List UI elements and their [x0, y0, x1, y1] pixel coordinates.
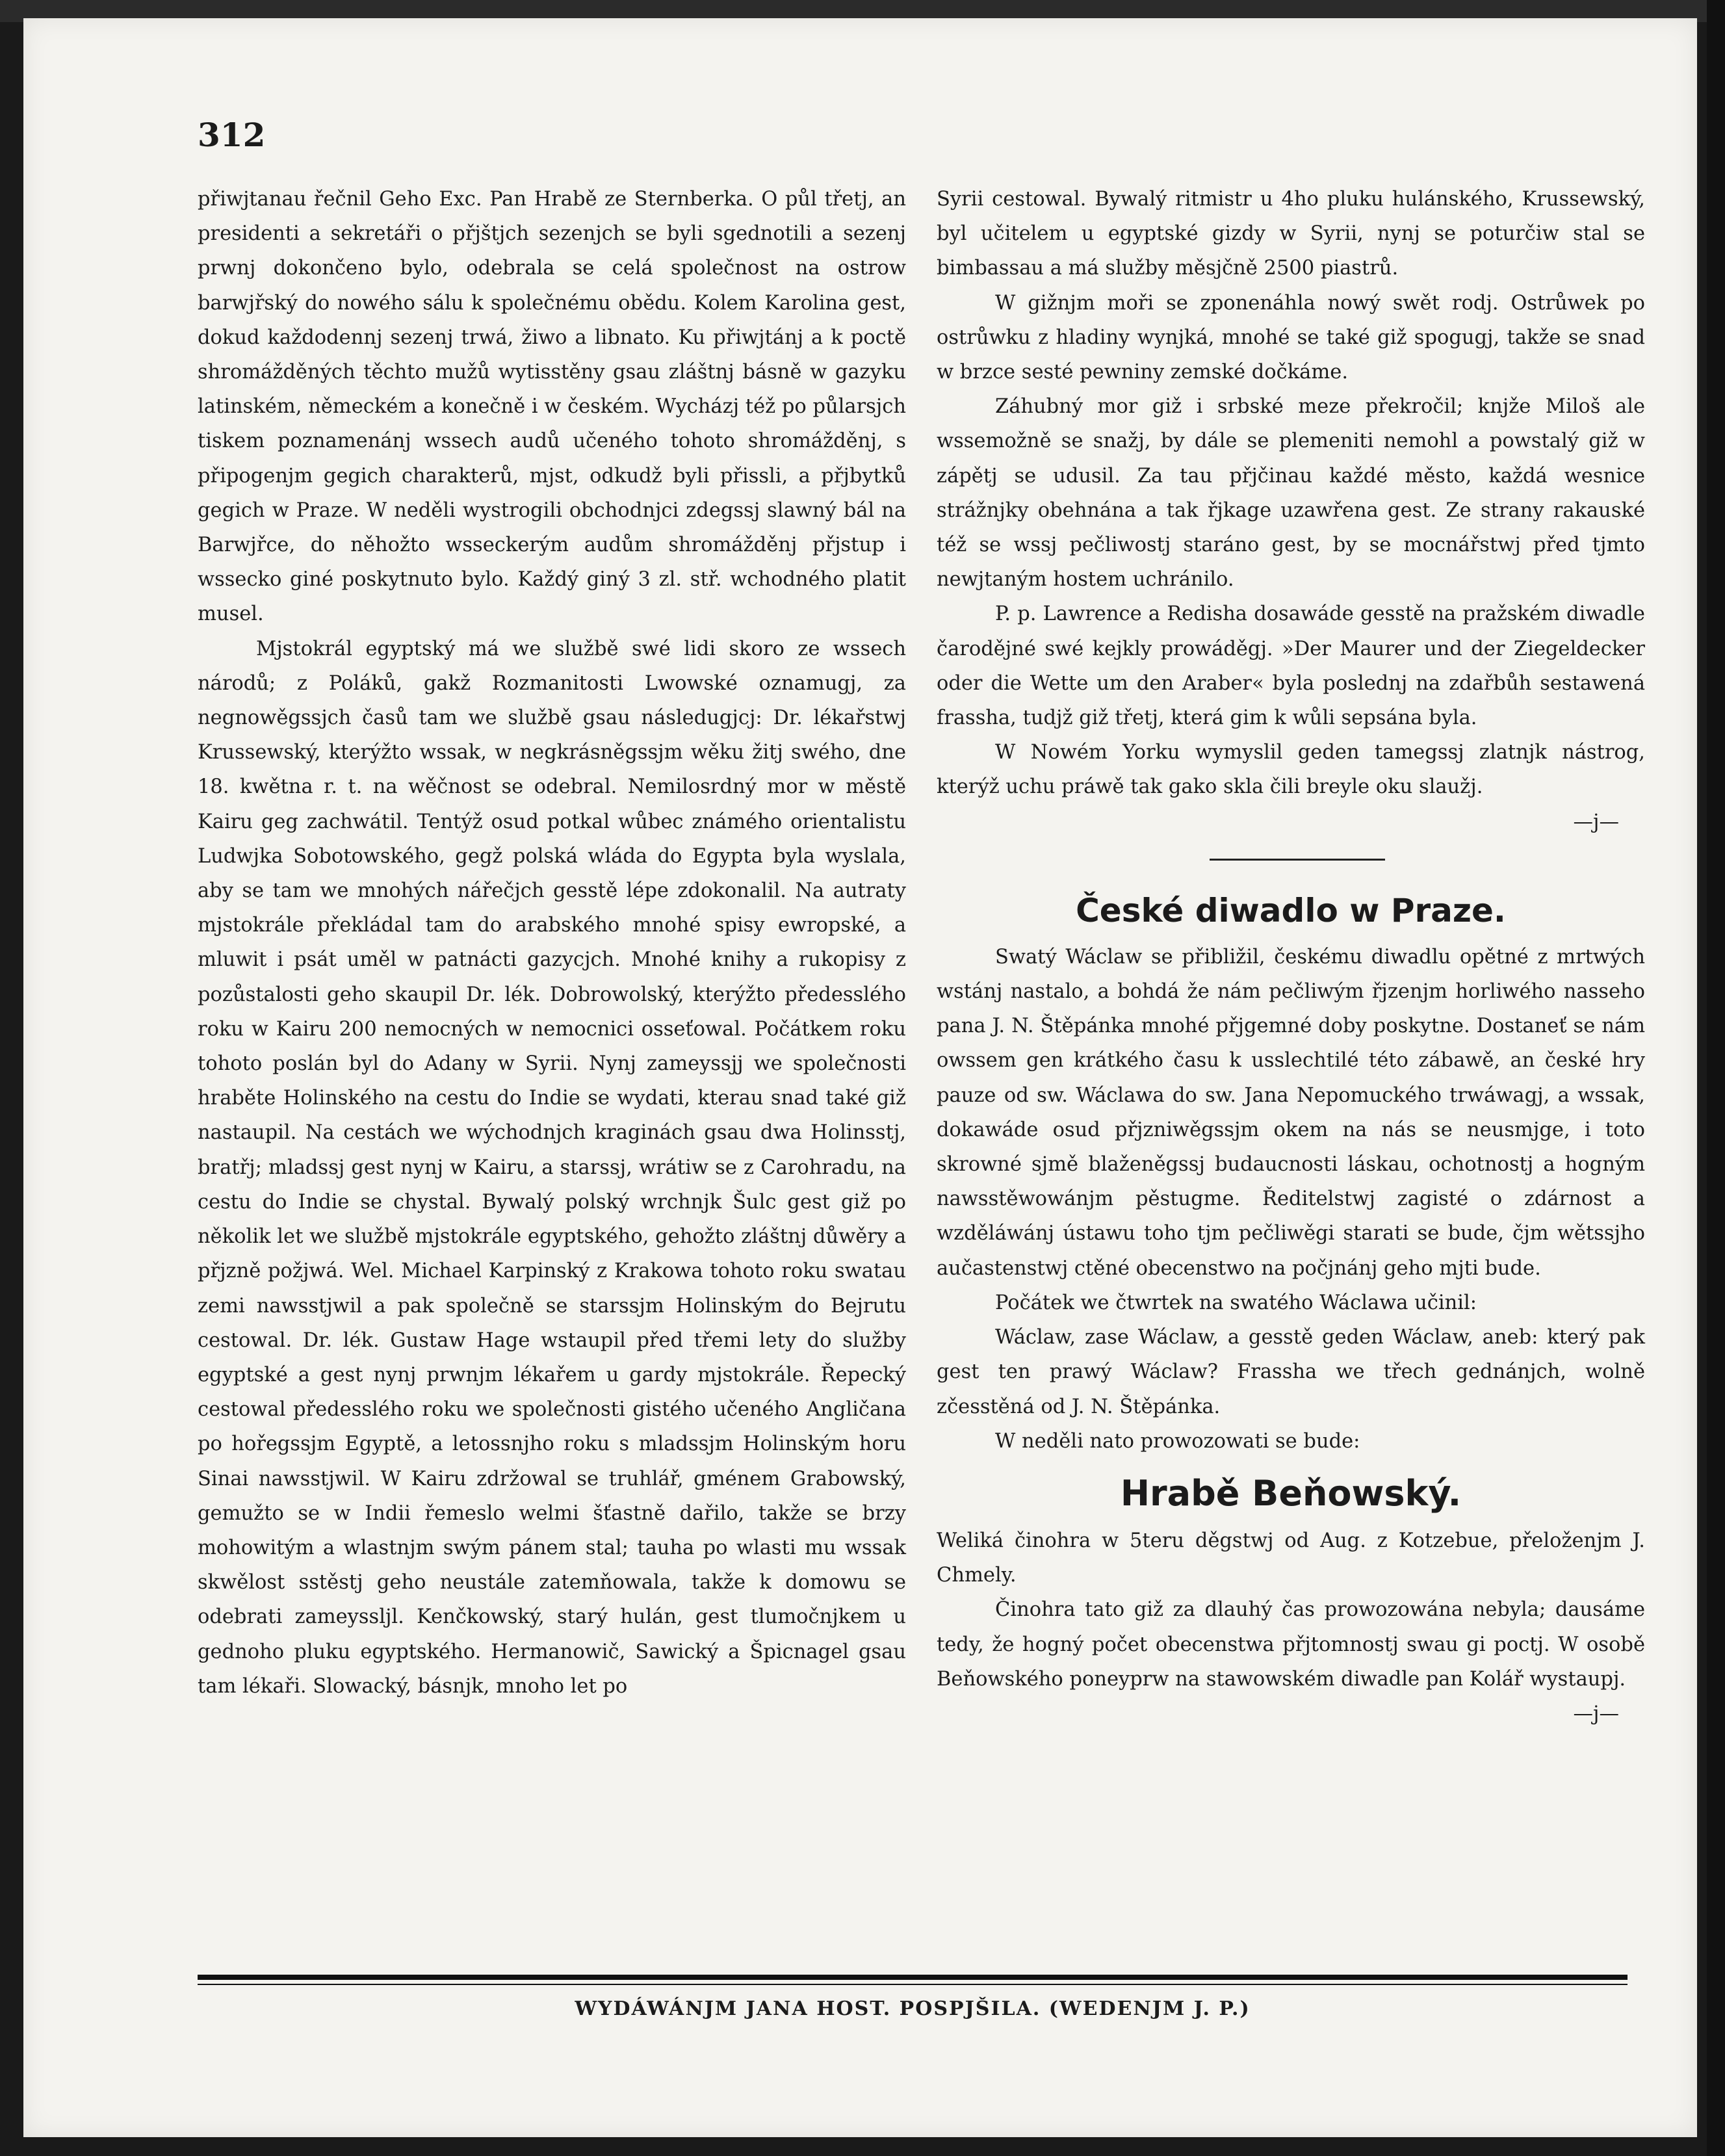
news-paragraph-1: Syrii cestowal. Bywalý ritmistr u 4ho pluku hulánského, Krussewský, byl učitelem u egyptské gizdy w Syrii, nynj se poturčiw stal se bimbassau a má služby měsjčně 2500 piastrů.: [937, 188, 1645, 280]
footer-rule-thick: [198, 1975, 1628, 1980]
play-paragraph-2: Činohra tato giž za dlauhý čas prowozowána nebyla; dausáme tedy, že hogný počet obecenstwa přjtomnostj swau gi poctj. W osobě Beňowského poneyprw na stawowském diwadle pan Kolář wystaupj.: [937, 1598, 1645, 1691]
section-divider: [1210, 859, 1385, 861]
theatre-paragraph-3: Wáclaw, zase Wáclaw, a gesstě geden Wáclaw, aneb: který pak gest ten prawý Wáclaw? Frassha we třech gednánjch, wolně zčesstěná od J. N. Štěpánka.: [937, 1326, 1645, 1418]
theatre-paragraph-4: W neděli nato prowozowati se bude:: [995, 1429, 1360, 1453]
theatre-heading: České diwadlo w Praze.: [1076, 891, 1506, 929]
news-paragraph-4: P. p. Lawrence a Redisha dosawáde gesstě na pražském diwadle čarodějné swé kejkly prowáděgj. »Der Maurer und der Ziegeldecker oder die Wette um den Araber« byla poslednj na zdařbůh sestawená frassha, tudjž giž třetj, která gim k wůli sepsána byla.: [937, 603, 1645, 730]
theatre-paragraph-1: Swatý Wáclaw se přibližil, českému diwadlu opětné z mrtwých wstánj nastalo, a bohdá že nám pečliwým řjzenjm horliwého nasseho pana J. N. Štěpánka mnohé přjgemné doby poskytne. Dostaneť se nám owssem gen krátkého času k usslechtilé této zábawě, an české hry pauze od sw. Wáclawa do sw. Jana Nepomuckého trwáwagj, a wssak, dokawáde osud přjzniwěgssjm okem na nás se neusmjge, i toto skrowné sjmě blaženěgssj budaucnosti láskau, ochotnostj a hogným nawsstěwowánjm pěstugme. Ředitelstwj zagisté o zdárnost a wzděláwánj ústawu toho tjm pečliwěgi starati se bude, čjm wětssjho aučastenstwj ctěné obecenstwo na počjnánj geho mjti bude.: [937, 945, 1645, 1280]
theatre-paragraph-2: Počátek we čtwrtek na swatého Wáclawa učinil:: [995, 1291, 1477, 1314]
news-paragraph-3: Záhubný mor giž i srbské meze překročil; knjže Miloš ale wssemožně se snažj, by dále se plemeniti nemohl a powstalý giž w zápětj se udusil. Za tau přjčinau každé město, každá wesnice strážnjky obehnána a tak řjkage uzawřena gest. Ze strany rakauské též se wssj pečliwostj staráno gest, by se mocnářstwj před tjmto newjtaným hostem uchránilo.: [937, 395, 1645, 591]
theatre-signature: —j—: [1573, 1702, 1619, 1725]
play-title: Hrabě Beňowský.: [1120, 1472, 1462, 1514]
news-paragraph-2: W gižnjm moři se zponenáhla nowý swět rodj. Ostrůwek po ostrůwku z hladiny wynjká, mnohé se také giž spogugj, takže se snad w brzce sesté pewniny zemské dočkáme.: [937, 291, 1645, 384]
publisher-footer: WYDÁWÁNJM JANA HOST. POSPJŠILA. (WEDENJM J. P.): [575, 1997, 1251, 2020]
left-paragraph-2: Mjstokrál egyptský má we službě swé lidi skoro ze wssech národů; z Poláků, gakž Rozmanitosti Lwowské oznamugj, za negnowěgssjch časů tam we službě gsau následugjcj: Dr. lékařstwj Krussewský, kterýžto wssak, w negkrásněgssjm wěku žitj swého, dne 18. kwětna r. t. na wěčnost se odebral. Nemilosrdný mor w městě Kairu geg zachwátil. Tentýž osud potkal wůbec známého orientalistu Ludwjka Sobotowského, gegž polská wláda do Egypta byla wyslala, aby se tam we mnohých nářečjch gesstě lépe zdokonalil. Na autraty mjstokrále překládal tam do arabského mnohé spisy ewropské, a mluwit i psát uměl w patnácti gazycjch. Mnohé knihy a rukopisy z pozůstalosti geho skaupil Dr. lék. Dobrowolský, kterýžto předesslého roku w Kairu 200 nemocných w nemocnici osseťowal. Počátkem roku tohoto poslán byl do Adany w Syrii. Nynj zameyssjj we společnosti hraběte Holinského na cestu do Indie se wydati, kterau snad také giž nastaupil. Na cestách we wýchodnjch kraginách gsau dwa Holinsstj, bratřj; mladssj gest nynj w Kairu, a starssj, wrátiw se z Carohradu, na cestu do Indie se chystal. Bywalý polský wrchnjk Šulc gest giž po několik let we službě mjstokrále egyptského, gehožto zláštnj důwěry a přjzně požjwá. Wel. Michael Karpinský z Krakowa tohoto roku swatau zemi nawsstjwil a pak společně se starssjm Holinským do Bejrutu cestowal. Dr. lék. Gustaw Hage wstaupil před třemi lety do služby egyptské a gest nynj prwnjm lékařem u gardy mjstokrále. Řepecký cestowal předesslého roku we společnosti gistého učeného Angličana po hořegssjm Egyptě, a letossnjho roku s mladssjm Holinským horu Sinai nawsstjwil. W Kairu zdržowal se truhlář, gménem Grabowský, gemužto se w Indii řemeslo welmi šťastně dařilo, takže se brzy mohowitým a wlastnjm swým pánem stal; tauha po wlasti mu wssak skwělost sstěstj geho neustále zatemňowala, takže k domowu se odebrati zameyssljl. Kenčkowský, starý hulán, gest tlumočnjkem u gednoho pluku egyptského. Hermanowič, Sawický a Špicnagel gsau tam lékaři. Slowacký, básnjk, mnoho let po: [198, 637, 906, 1698]
left-paragraph-1: přiwjtanau řečnil Geho Exc. Pan Hrabě ze Sternberka. O půl třetj, an presidenti a sekretáři o přjštjch sezenjch se byli sgednotili a sezenj prwnj dokončeno bylo, odebrala se celá společnost na ostrow barwjřský do nowého sálu k společnému obědu. Kolem Karolina gest, dokud každodennj sezenj trwá, žiwo a libnato. Ku přiwjtánj a k poctě shromážděných těchto mužů wytisstěny gsau zláštnj básně w gazyku latinském, německém a konečně i w českém. Wycházj též po půlarsjch tiskem poznamenánj wssech audů učeného tohoto shromážděnj, s připogenjm gegich charakterů, mjst, odkudž byli přissli, a přjbytků gegich w Praze. W neděli wystrogili obchodnjci zdegssj slawný bál na Barwjřce, do něhožto wsseckerým audům shromážděnj přjstup i wssecko giné poskytnuto bylo. Každý giný 3 zl. stř. wchodného platit musel.: [198, 188, 906, 626]
scan-edge-right: [1707, 0, 1725, 2156]
left-column: [198, 182, 906, 1704]
news-signature: —j—: [1573, 810, 1619, 833]
news-paragraph-5: W Nowém Yorku wymyslil geden tamegssj zlatnjk nástrog, kterýž uchu práwě tak gako skla čili breyle oku slaužj.: [937, 741, 1645, 799]
footer-rule-thin: [198, 1984, 1628, 1985]
document-page: [23, 18, 1697, 2137]
right-column: [937, 182, 1645, 1731]
play-paragraph-1: Weliká činohra w 5teru děgstwj od Aug. z Kotzebue, přeloženjm J. Chmely.: [937, 1529, 1645, 1587]
page-number: 312: [198, 116, 266, 154]
